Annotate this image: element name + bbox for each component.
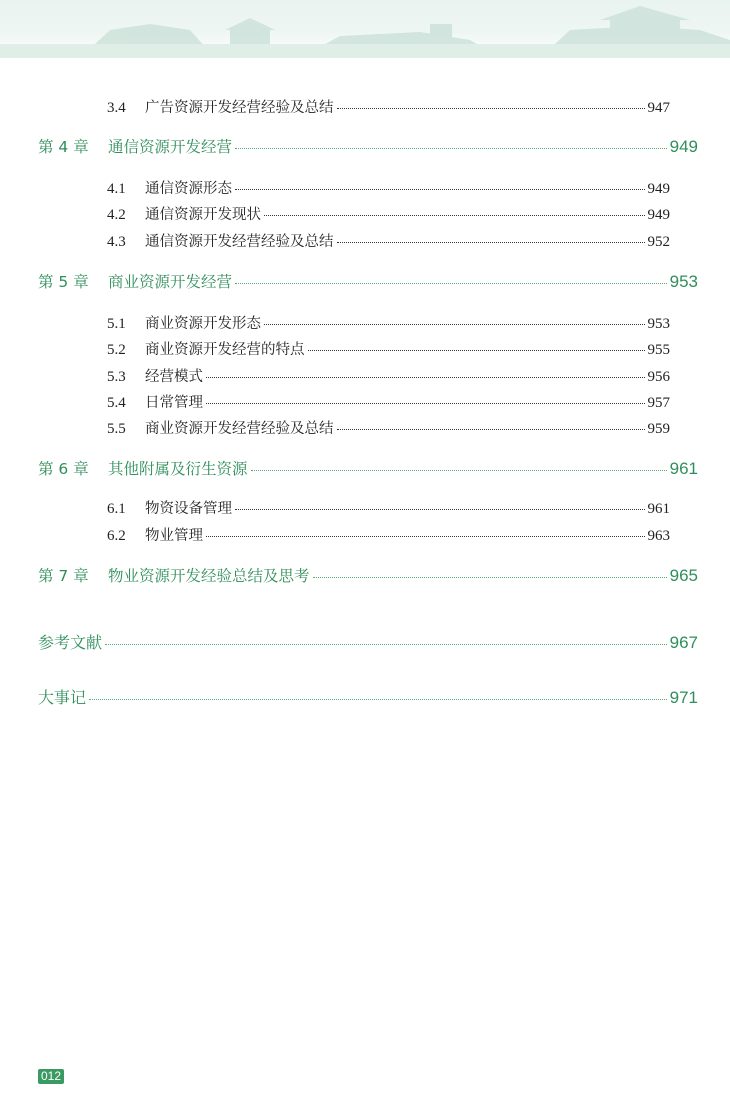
toc-entry-page-number: 965 <box>669 566 698 585</box>
toc-entry-page-number: 971 <box>669 688 698 707</box>
toc-chapter-entry[interactable] <box>38 270 698 292</box>
toc-entry-title: 商业资源开发经营的特点 <box>145 342 305 358</box>
toc-entry-page-number: 952 <box>647 234 670 250</box>
toc-entry-page-number: 947 <box>647 100 670 116</box>
toc-section-entry[interactable] <box>107 365 670 386</box>
toc-entry-number: 6.1 <box>107 501 126 517</box>
toc-entry-title: 经营模式 <box>145 369 203 385</box>
toc-entry-number: 4.1 <box>107 181 126 197</box>
toc-entry-page-number: 955 <box>647 342 670 358</box>
dot-leader <box>313 576 667 578</box>
toc-entry-title: 广告资源开发经营经验及总结 <box>145 100 334 116</box>
toc-entry-number: 5.3 <box>107 369 126 385</box>
dot-leader <box>337 107 645 109</box>
toc-entry-title: 商业资源开发经营经验及总结 <box>145 421 334 437</box>
toc-section-entry[interactable] <box>107 177 670 198</box>
toc-entry-number: 6.2 <box>107 528 126 544</box>
toc-entry-page-number: 957 <box>647 395 670 411</box>
toc-entry-number: 5.2 <box>107 342 126 358</box>
dot-leader <box>206 402 645 404</box>
toc-entry-number: 第 5 章 <box>38 273 89 291</box>
toc-section-entry[interactable] <box>107 230 670 251</box>
toc-entry-number: 5.4 <box>107 395 126 411</box>
toc-entry-title: 通信资源开发现状 <box>145 207 261 223</box>
toc-entry-number: 4.2 <box>107 207 126 223</box>
toc-entry-title: 其他附属及衍生资源 <box>108 460 248 478</box>
header-banner <box>0 0 730 58</box>
dot-leader <box>264 214 645 216</box>
dot-leader <box>235 282 667 284</box>
toc-entry-title: 通信资源开发经营经验及总结 <box>145 234 334 250</box>
toc-section-entry[interactable] <box>107 417 670 438</box>
toc-appendix-entry[interactable] <box>38 685 698 708</box>
toc-appendix-entry[interactable] <box>38 630 698 653</box>
toc-entry-page-number: 961 <box>669 459 698 478</box>
page-folio: 012 <box>38 1069 64 1084</box>
toc-entry-title: 商业资源开发形态 <box>145 316 261 332</box>
dot-leader <box>337 428 645 430</box>
dot-leader <box>235 147 667 149</box>
toc-section-entry[interactable] <box>107 312 670 333</box>
dot-leader <box>264 323 645 325</box>
toc-entry-page-number: 949 <box>669 137 698 156</box>
toc-section-entry[interactable] <box>107 338 670 359</box>
toc-entry-number: 第 7 章 <box>38 567 89 585</box>
toc-section-entry[interactable] <box>107 96 670 117</box>
toc-entry-page-number: 963 <box>647 528 670 544</box>
toc-entry-number: 5.1 <box>107 316 126 332</box>
toc-section-entry[interactable] <box>107 391 670 412</box>
toc-entry-number: 4.3 <box>107 234 126 250</box>
toc-entry-title: 商业资源开发经营 <box>108 273 233 291</box>
toc-entry-title: 大事记 <box>38 688 87 707</box>
toc-entry-page-number: 959 <box>647 421 670 437</box>
dot-leader <box>206 535 645 537</box>
toc-section-entry[interactable] <box>107 497 670 518</box>
toc-entry-page-number: 953 <box>669 272 698 291</box>
toc-entry-page-number: 949 <box>647 207 670 223</box>
toc-entry-title: 通信资源形态 <box>145 181 232 197</box>
toc-entry-page-number: 961 <box>647 501 670 517</box>
toc-entry-number: 第 6 章 <box>38 460 89 478</box>
toc-entry-title: 通信资源开发经营 <box>108 138 233 156</box>
toc-entry-page-number: 949 <box>647 181 670 197</box>
toc-entry-number: 3.4 <box>107 100 126 116</box>
dot-leader <box>308 349 645 351</box>
toc-entry-title: 物业资源开发经验总结及思考 <box>108 567 310 585</box>
toc-chapter-entry[interactable] <box>38 457 698 479</box>
toc-entry-title: 物业管理 <box>145 528 203 544</box>
toc-entry-page-number: 956 <box>647 369 670 385</box>
toc-section-entry[interactable] <box>107 524 670 545</box>
dot-leader <box>235 188 645 190</box>
toc-entry-page-number: 967 <box>669 633 698 652</box>
dot-leader <box>89 698 667 700</box>
dot-leader <box>235 508 645 510</box>
dot-leader <box>251 469 667 471</box>
header-skyline-image <box>0 0 730 58</box>
dot-leader <box>337 241 645 243</box>
toc-section-entry[interactable] <box>107 203 670 224</box>
toc-entry-page-number: 953 <box>647 316 670 332</box>
toc-entry-number: 第 4 章 <box>38 138 89 156</box>
toc-chapter-entry[interactable] <box>38 135 698 157</box>
toc-entry-title: 日常管理 <box>145 395 203 411</box>
dot-leader <box>105 643 667 645</box>
toc-entry-title: 参考文献 <box>38 633 103 652</box>
toc-entry-title: 物资设备管理 <box>145 501 232 517</box>
toc-chapter-entry[interactable] <box>38 564 698 586</box>
dot-leader <box>206 376 645 378</box>
toc-entry-number: 5.5 <box>107 421 126 437</box>
